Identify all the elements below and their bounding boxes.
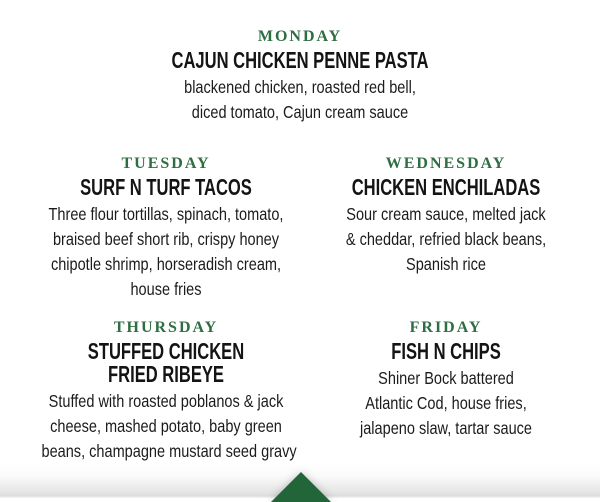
dish-title-thursday [58,340,274,386]
menu-day-wednesday [296,154,596,277]
desc-line: blackened chicken, roasted red bell, [184,77,416,97]
desc-line: Sour cream sauce, melted jack [346,204,546,224]
dish-title-line: CAJUN CHICKEN PENNE PASTA [171,47,429,73]
dish-title-line: STUFFED CHICKEN [87,338,245,364]
desc-line: Shiner Bock battered [378,368,514,388]
day-heading-thursday: THURSDAY [113,319,219,336]
dish-title-monday [84,49,516,72]
menu-day-tuesday [16,154,316,302]
dish-title-line: FRIED RIBEYE [108,361,224,387]
desc-line: & cheddar, refried black beans, [345,229,547,249]
desc-line: Three flour tortillas, spinach, tomato, [48,204,284,224]
menu-day-monday [0,27,600,125]
day-heading-monday: MONDAY [257,28,343,45]
dish-title-friday [338,340,554,363]
desc-line: Spanish rice [406,254,486,274]
dish-title-line: SURF N TURF TACOS [80,174,252,200]
desc-line: braised beef short rib, crispy honey [52,229,280,249]
desc-line: chipotle shrimp, horseradish cream, [50,254,282,274]
dish-title-line: FISH N CHIPS [391,338,501,364]
menu-day-friday [296,318,596,441]
dish-description-thursday [41,389,297,464]
day-heading-tuesday: TUESDAY [121,155,211,172]
desc-line: beans, champagne mustard seed gravy [41,441,297,461]
dish-title-line: CHICKEN ENCHILADAS [351,174,541,200]
dish-description-monday [51,75,549,125]
desc-line: house fries [130,279,202,299]
desc-line: Stuffed with roasted poblanos & jack [48,391,284,411]
desc-line: cheese, mashed potato, baby green [50,416,282,436]
day-heading-friday: FRIDAY [409,319,483,336]
desc-line: diced tomato, Cajun cream sauce [191,102,409,122]
dish-description-friday [322,366,571,441]
dish-title-tuesday [58,176,274,199]
desc-line: jalapeno slaw, tartar sauce [360,418,532,438]
dish-description-wednesday [322,202,571,277]
desc-line: Atlantic Cod, house fries, [365,393,527,413]
dish-description-tuesday [42,202,291,302]
day-heading-wednesday: WEDNESDAY [385,155,507,172]
menu-day-thursday [16,318,316,464]
dish-title-wednesday [338,176,554,199]
